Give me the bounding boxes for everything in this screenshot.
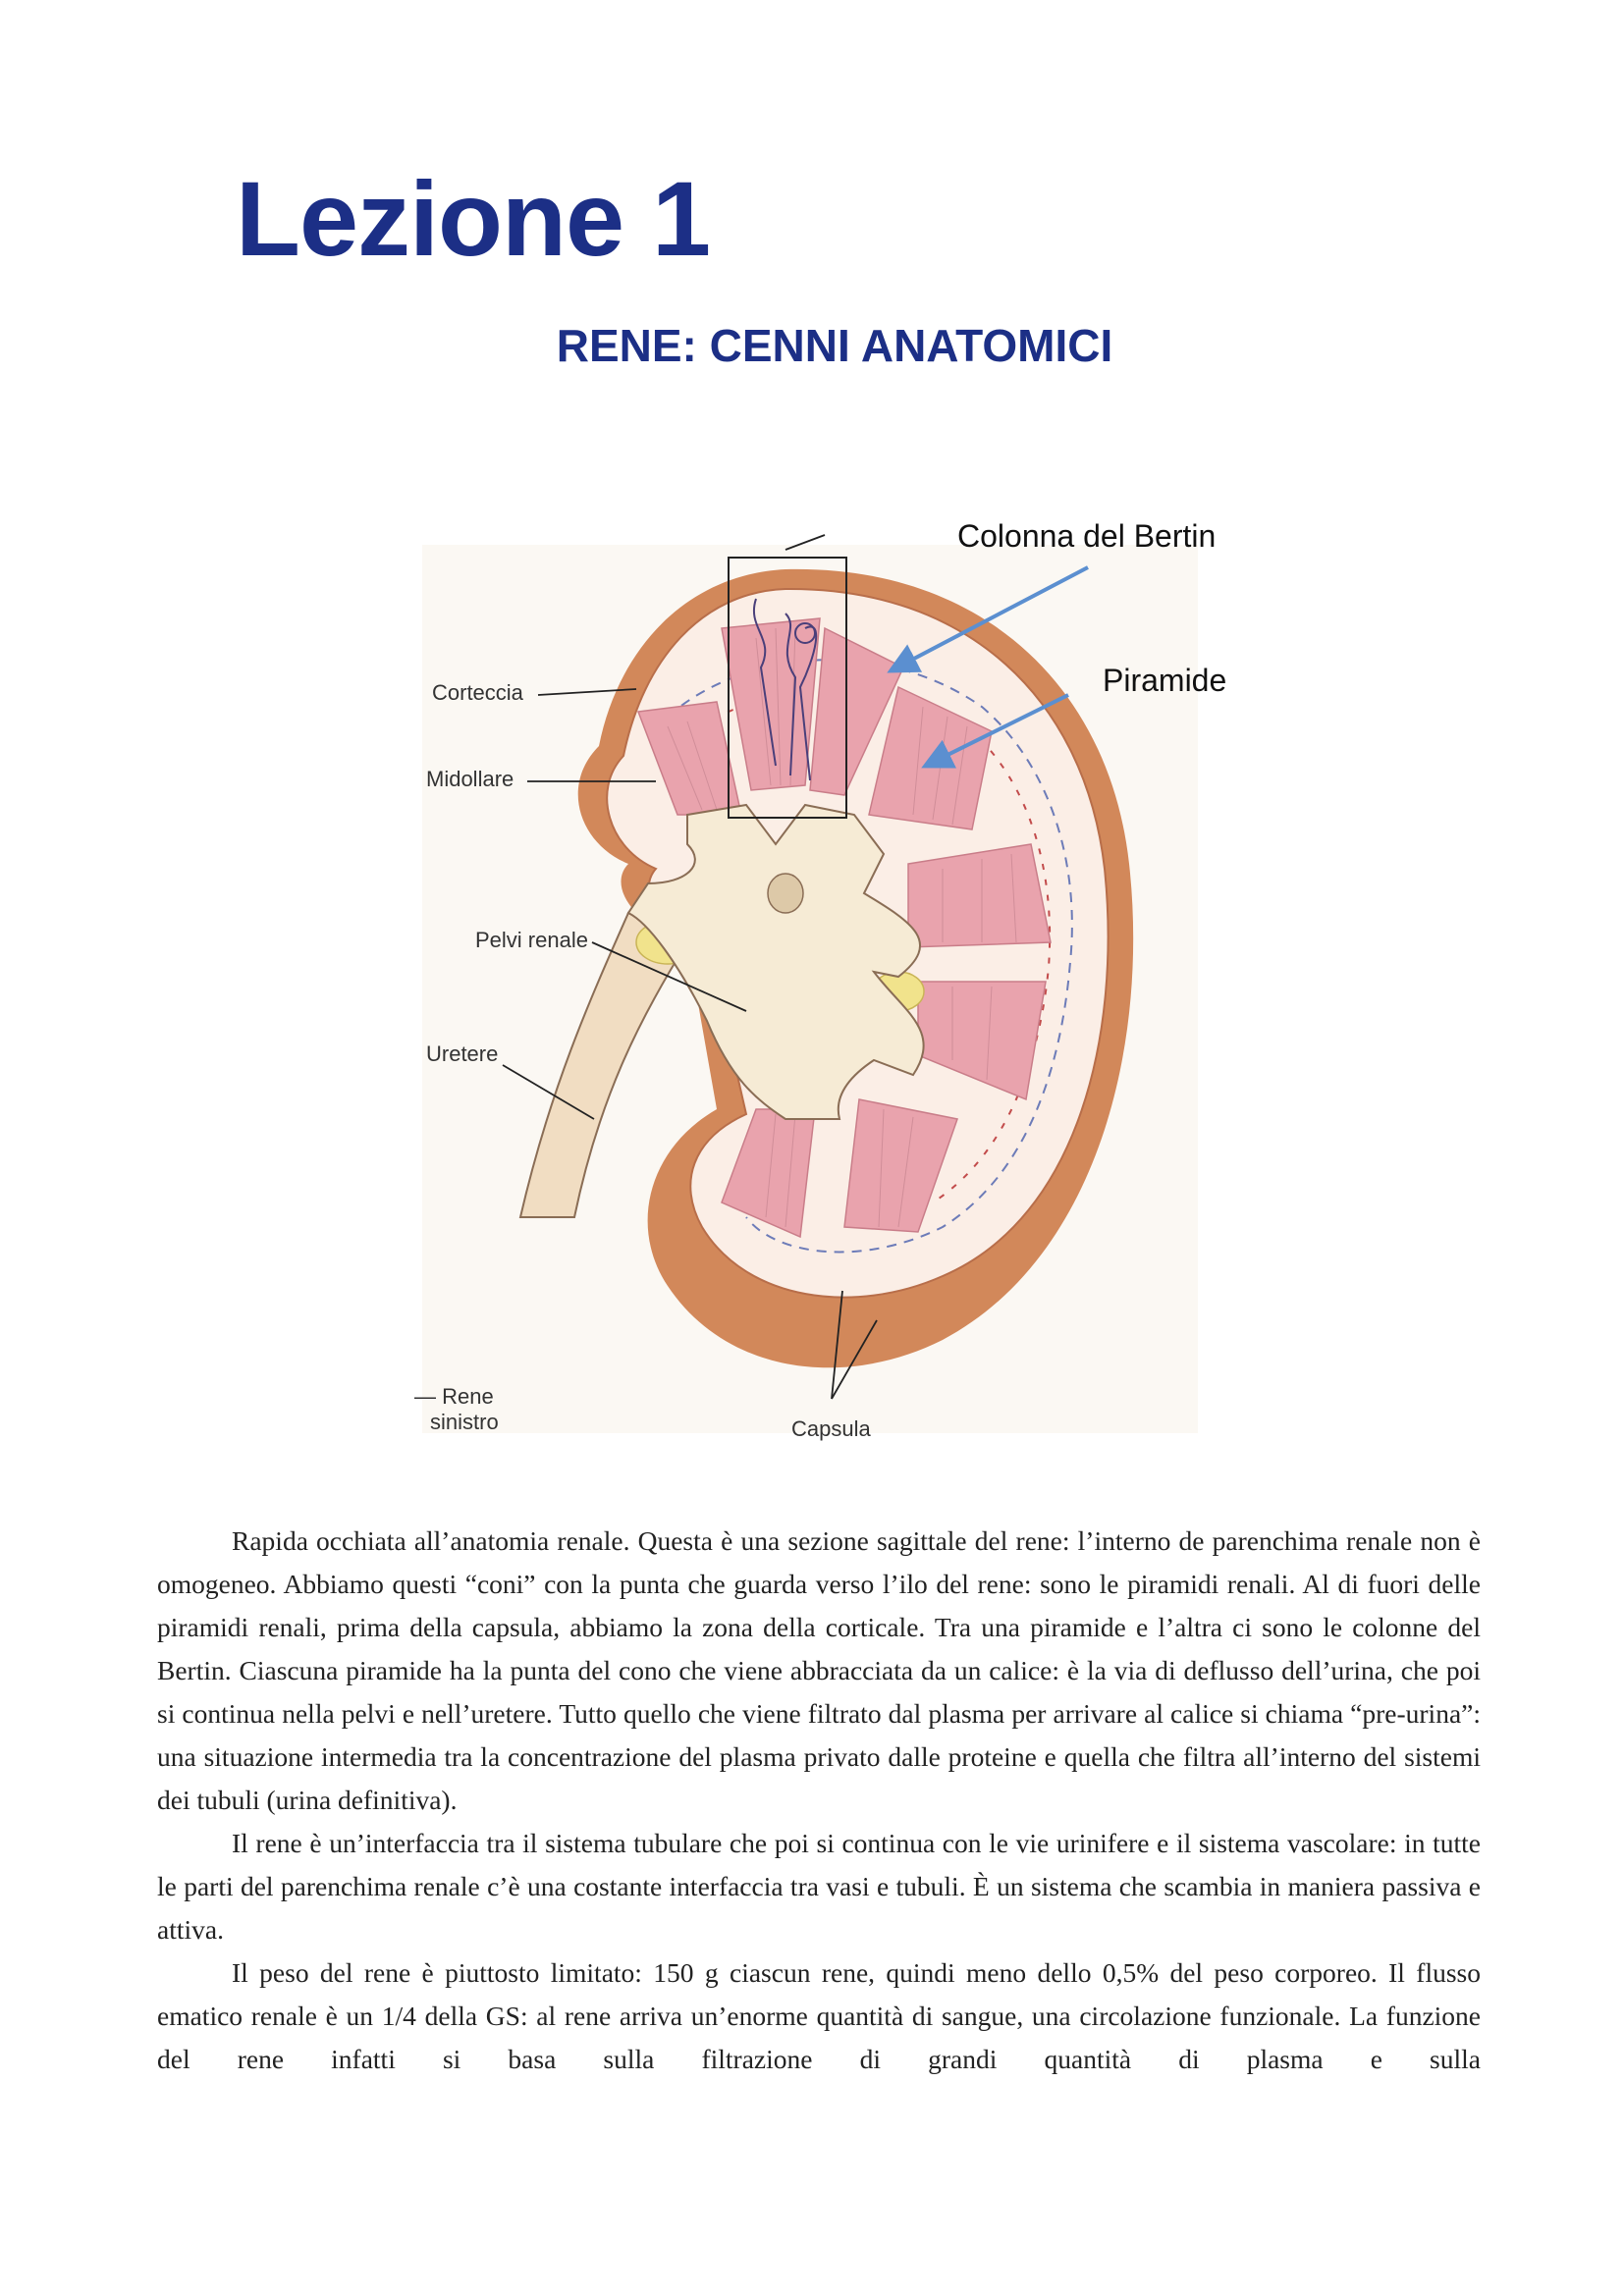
body-text xyxy=(157,1520,1481,2081)
renal-sinus-vessel xyxy=(768,874,803,913)
label-pelvi-renale: Pelvi renale xyxy=(475,928,588,952)
paragraph: Rapida occhiata all’anatomia renale. Questa è una sezione sagittale del rene: l’interno de parenchima renale non è omogeneo. Abbiamo questi “coni” con la punta che guarda verso l’ilo del rene: sono le piramidi renali. Al di fuori delle piramidi renali, prima della capsula, abbiamo la zona della corticale. Tra una piramide e l’altra ci sono le colonne del Bertin. Ciascuna piramide ha la punta del cono che viene abbracciata da un calice: è la via di deflusso dell’urina, che poi si continua nella pelvi e nell’uretere. Tutto quello che viene filtrato dal plasma per arrivare al calice si chiama “pre-urina”: una situazione intermedia tra la concentrazione del plasma privato dalle proteine e quella che filtra all’interno del sistemi dei tubuli (urina definitiva). xyxy=(157,1525,1481,1815)
label-midollare: Midollare xyxy=(426,767,514,791)
section-title: RENE: CENNI ANATOMICI xyxy=(556,320,1113,371)
paragraph: Il rene è un’interfaccia tra il sistema tubulare che poi si continua con le vie urinifere e il sistema vascolare: in tutte le parti del parenchima renale c’è una costante interfaccia tra vasi e tubuli. È un sistema che scambia in maniera passiva e attiva. xyxy=(157,1828,1481,1945)
label-capsula: Capsula xyxy=(791,1416,871,1441)
lesson-title: Lezione 1 xyxy=(236,159,711,278)
callout-colonna-del-bertin: Colonna del Bertin xyxy=(957,518,1217,554)
paragraph: Il peso del rene è piuttosto limitato: 150 g ciascun rene, quindi meno dello 0,5% del peso corporeo. Il flusso ematico renale è un 1/4 della GS: al rene arriva un’enorme quantità di sangue, una circolazione funzionale. La funzione del rene infatti si basa sulla filtrazione di grandi quantità di plasma e sulla xyxy=(157,1957,1481,2074)
label-corteccia: Corteccia xyxy=(432,680,523,705)
label-rene: — Rene xyxy=(414,1384,494,1409)
callout-piramide: Piramide xyxy=(1103,663,1227,698)
label-sinistro: sinistro xyxy=(430,1410,499,1434)
label-uretere: Uretere xyxy=(426,1041,499,1066)
